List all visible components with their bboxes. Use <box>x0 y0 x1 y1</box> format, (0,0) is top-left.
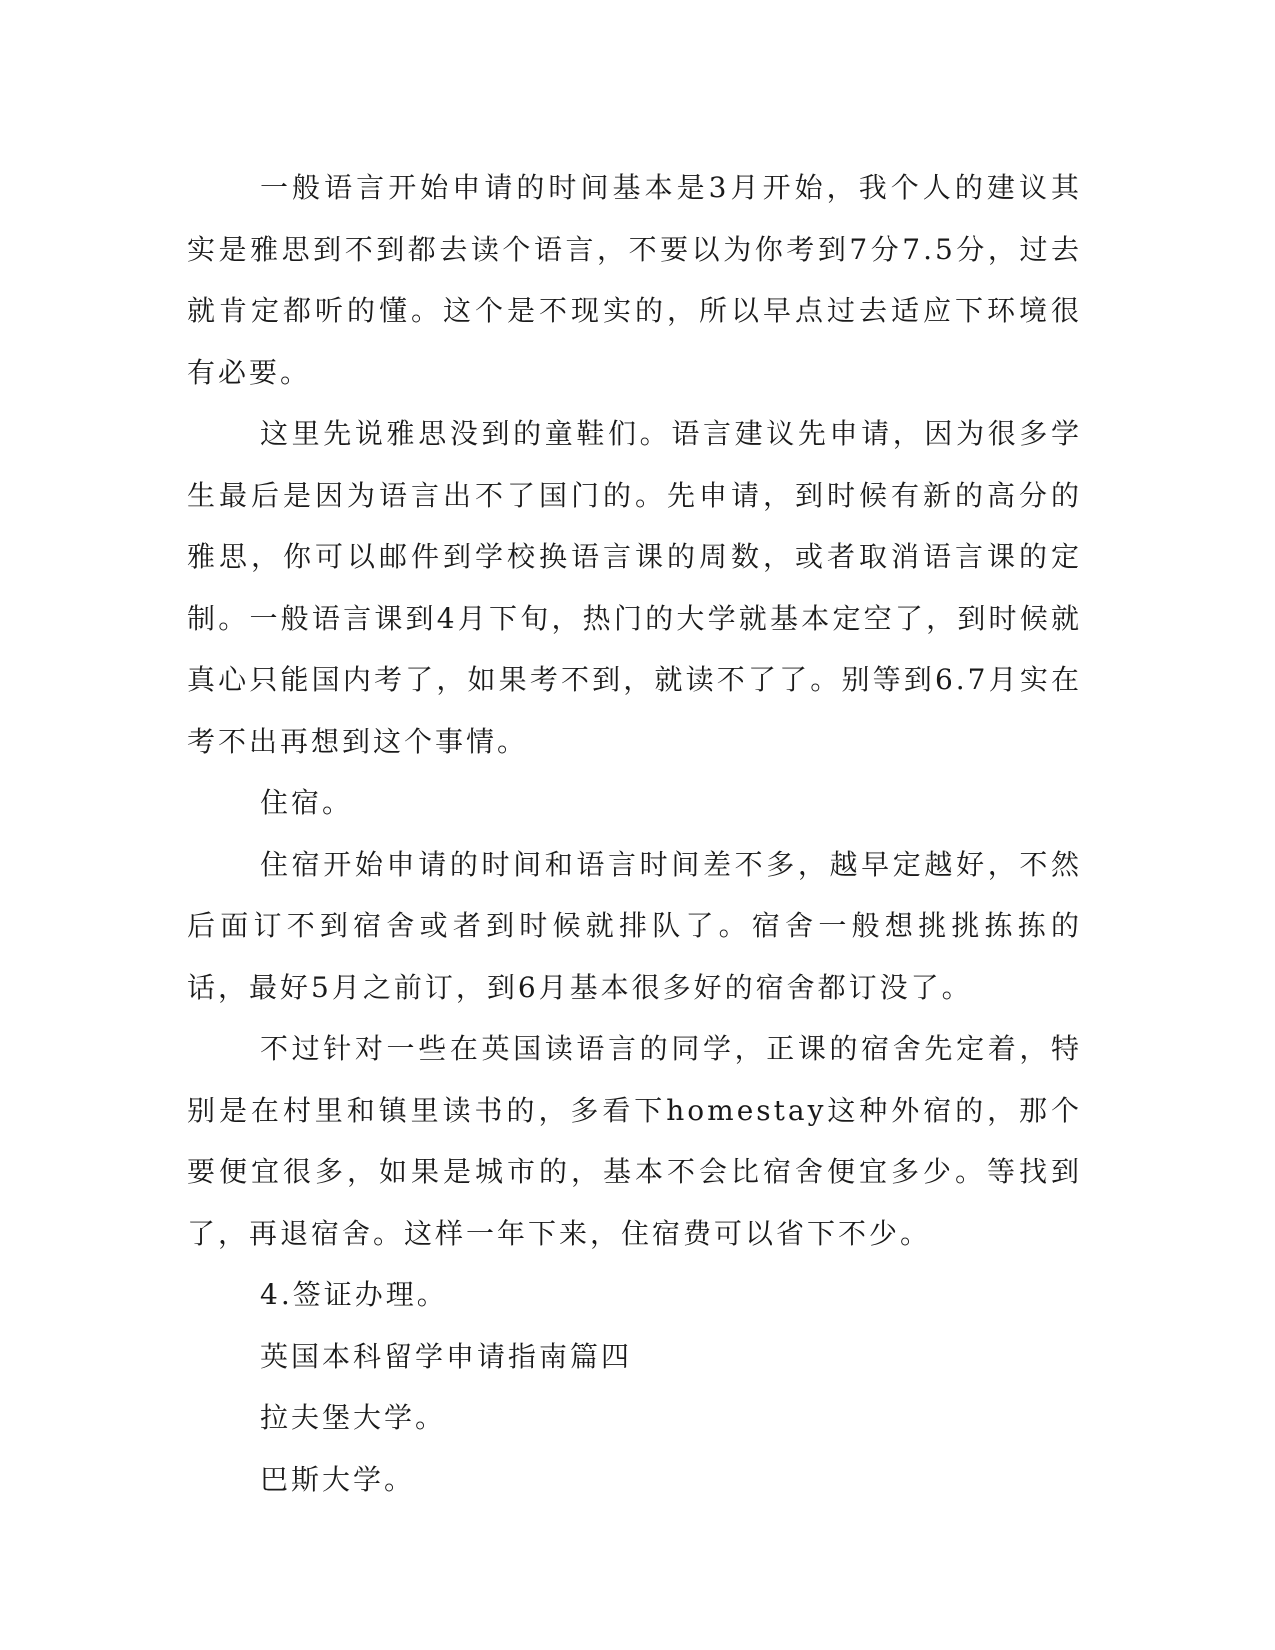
list-item-loughborough: 拉夫堡大学。 <box>260 1401 447 1434</box>
paragraph-ielts-advice: 这里先说雅思没到的童鞋们。语言建议先申请，因为很多学生最后是因为语言出不了国门的。先申请，到时候有新的高分的雅思，你可以邮件到学校换语言课的周数，或者取消语言课的定制。一般语言课到4月下旬，热门的大学就基本定空了，到时候就真心只能国内考了，如果考不到，就读不了了。别等到6.7月实在考不出再想到这个事情。 <box>187 417 1082 758</box>
paragraph-accommodation-timing: 住宿开始申请的时间和语言时间差不多，越早定越好，不然后面订不到宿舍或者到时候就排队了。宿舍一般想挑挑拣拣的话，最好5月之前订，到6月基本很多好的宿舍都订没了。 <box>187 847 1082 1004</box>
heading-visa: 4.签证办理。 <box>260 1278 448 1311</box>
heading-accommodation: 住宿。 <box>260 786 354 819</box>
paragraph-language-application-timing: 一般语言开始申请的时间基本是3月开始，我个人的建议其实是雅思到不到都去读个语言，不要以为你考到7分7.5分，过去就肯定都听的懂。这个是不现实的，所以早点过去适应下环境很有必要。 <box>187 171 1082 389</box>
list-item-bath: 巴斯大学。 <box>260 1462 416 1496</box>
paragraph-homestay-advice: 不过针对一些在英国读语言的同学，正课的宿舍先定着，特别是在村里和镇里读书的，多看下homestay这种外宿的，那个要便宜很多，如果是城市的，基本不会比宿舍便宜多少。等找到了，再退宿舍。这样一年下来，住宿费可以省下不少。 <box>187 1032 1082 1250</box>
heading-guide-part-four: 英国本科留学申请指南篇四 <box>260 1339 633 1373</box>
document-page <box>187 157 1082 1510</box>
